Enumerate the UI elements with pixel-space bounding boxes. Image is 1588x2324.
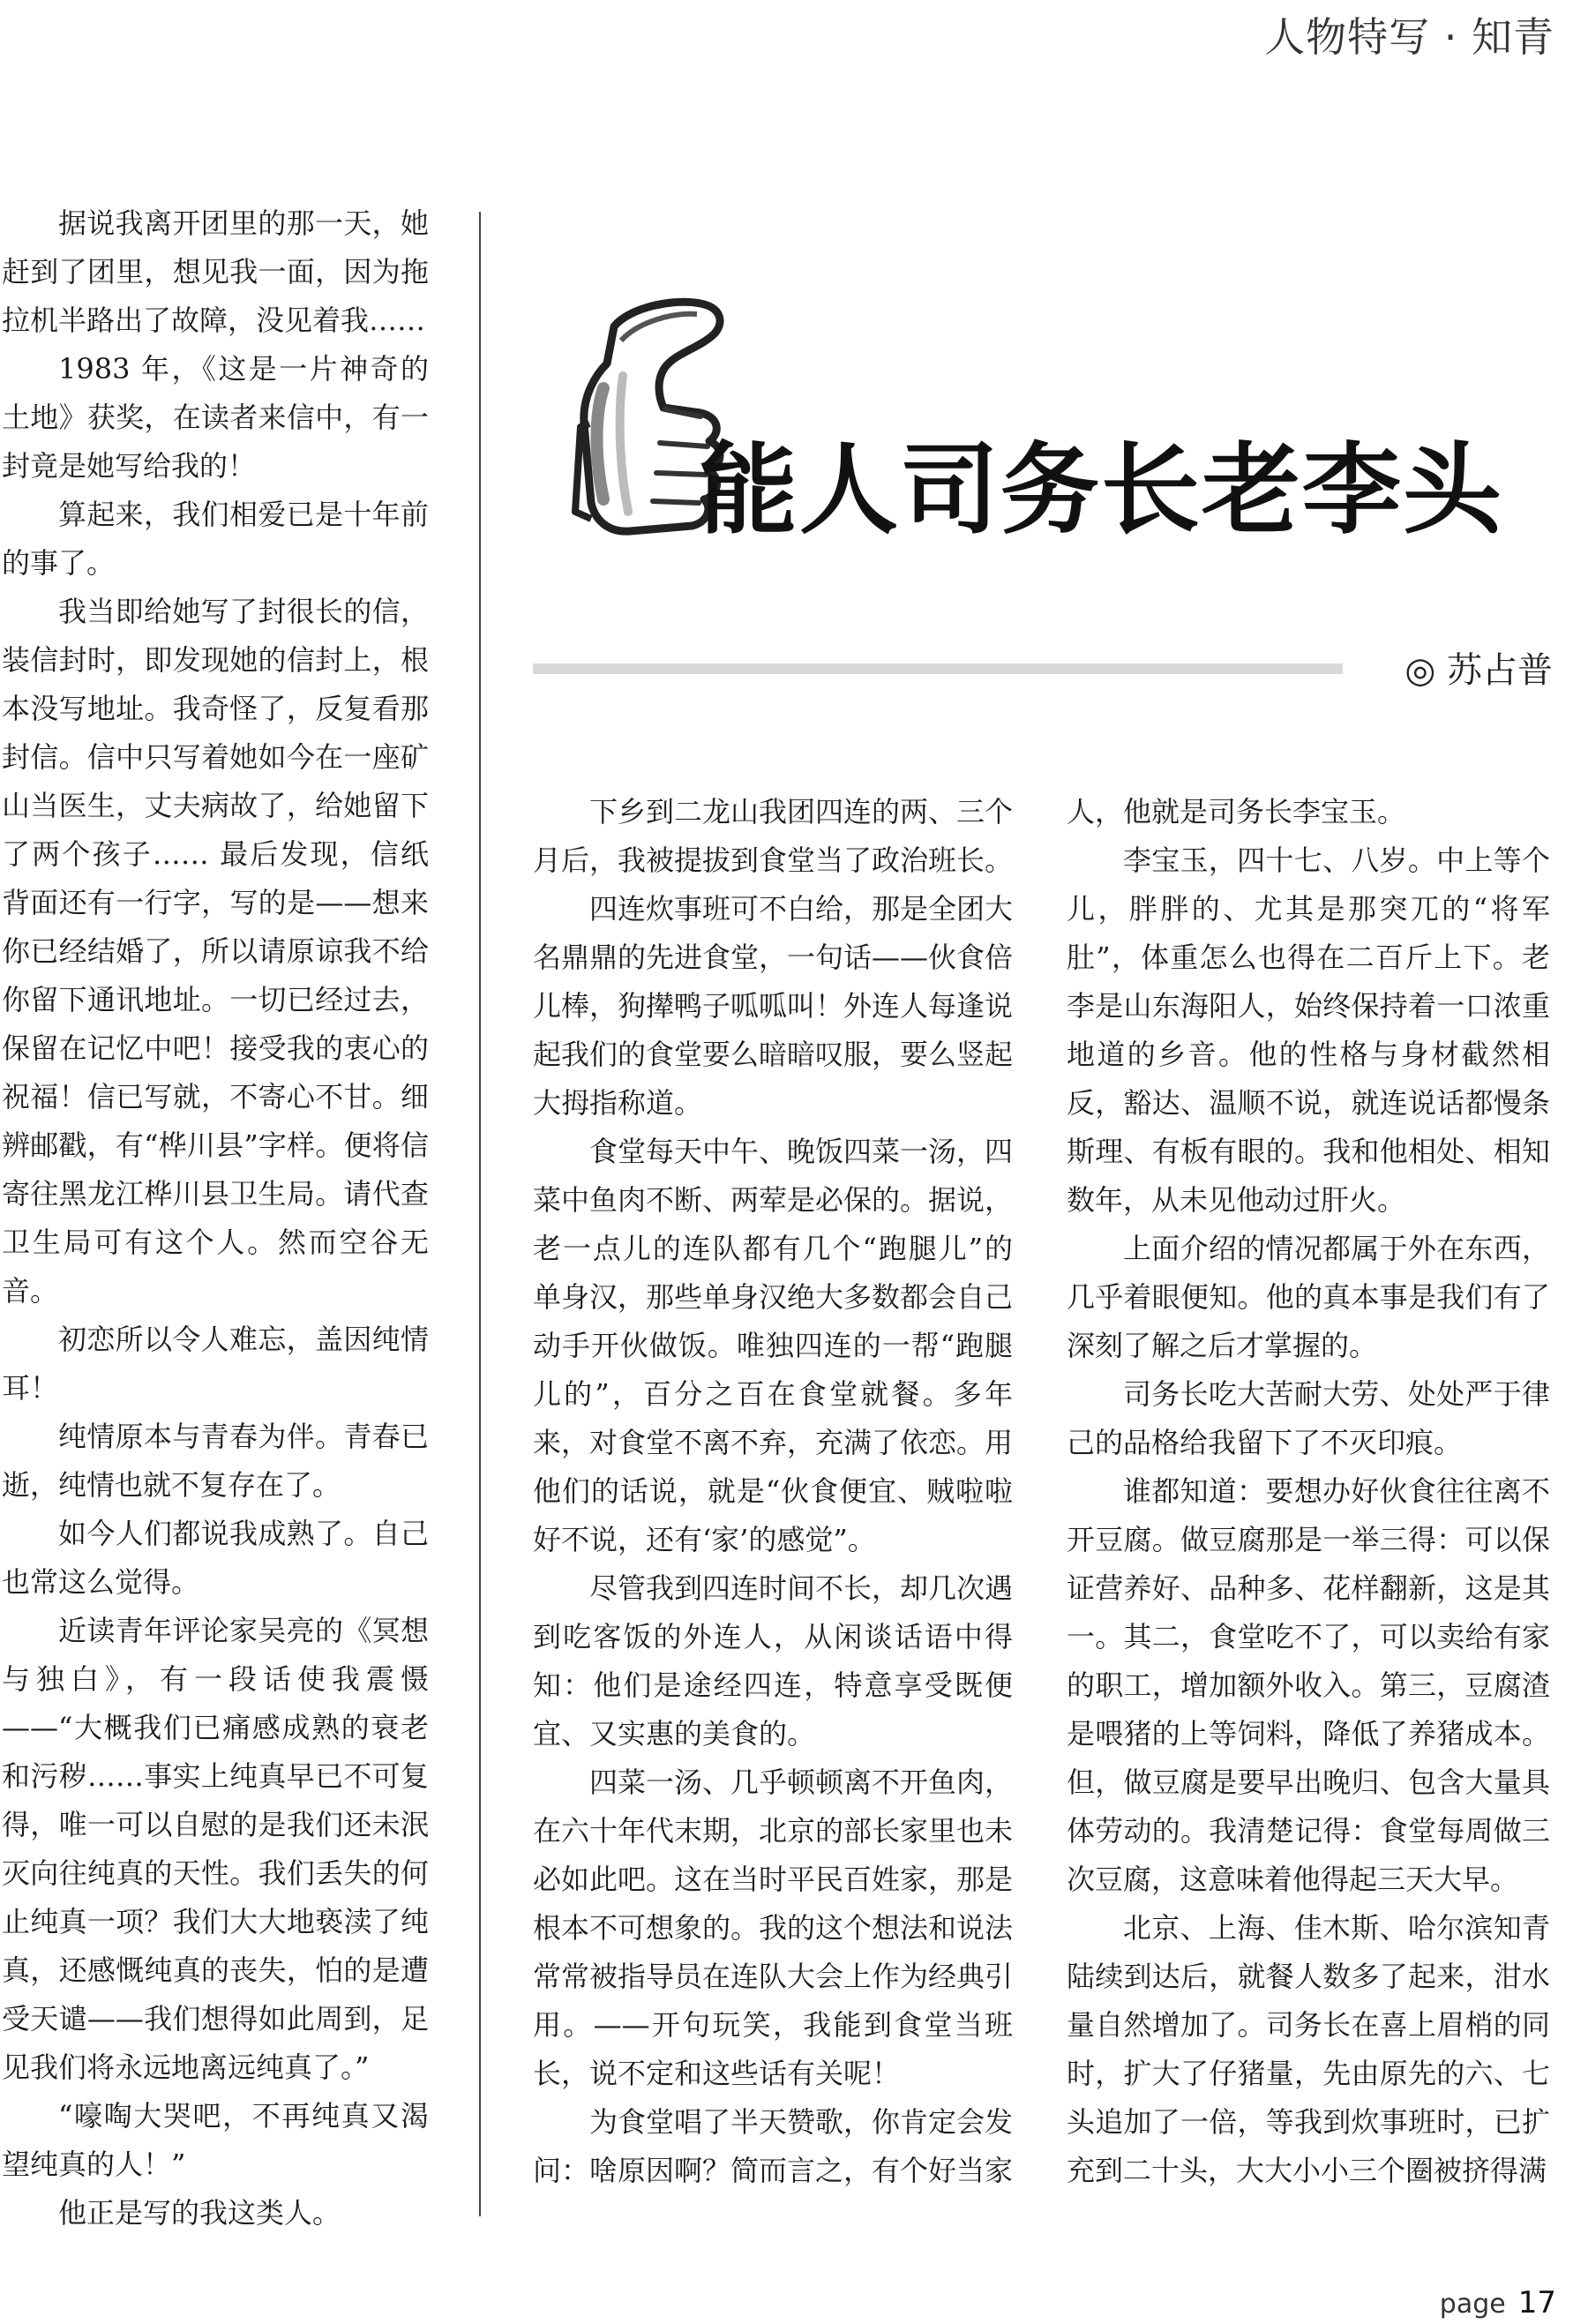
paragraph: 尽管我到四连时间不长，却几次遇到吃客饭的外连人，从闲谈话语中得知：他们是途经四连，特意享受既便宜、又实惠的美食的。	[533, 1571, 1014, 1750]
paragraph: 四连炊事班可不白给，那是全团大名鼎鼎的先进食堂，一句话——伙食倍儿棒，狗撵鸭子呱呱叫！外连人每逢说起我们的食堂要么暗暗叹服，要么竖起大拇指称道。	[533, 892, 1014, 1120]
title-block	[568, 291, 1556, 556]
paragraph: 谁都知道：要想办好伙食往往离不开豆腐。做豆腐那是一举三得：可以保证营养好、品种多、花样翻新，这是其一。其二，食堂吃不了，可以卖给有家的职工，增加额外收入。第三，豆腐渣是喂猪的上等饲料，降低了养猪成本。但，做豆腐是要早出晚归、包含大量具体劳动的。我清楚记得：食堂每周做三次豆腐，这意味着他得起三天大早。	[1067, 1474, 1550, 1896]
paragraph: 算起来，我们相爱已是十年前的事了。	[2, 498, 429, 580]
page-number: 17	[1517, 2285, 1556, 2320]
page-footer	[1440, 2285, 1556, 2320]
middle-column	[533, 788, 1013, 2195]
right-column	[1067, 788, 1550, 2195]
article-title: 能人司务长老李头	[699, 433, 1503, 548]
paragraph: 李宝玉，四十七、八岁。中上等个儿，胖胖的、尤其是那突兀的“将军肚”，体重怎么也得在二百斤上下。老李是山东海阳人，始终保持着一口浓重地道的乡音。他的性格与身材截然相反，豁达、温顺不说，就连说话都慢条斯理、有板有眼的。我和他相处、相知数年，从未见他动过肝火。	[1067, 843, 1550, 1217]
paragraph: 北京、上海、佳木斯、哈尔滨知青陆续到达后，就餐人数多了起来，泔水量自然增加了。司务长在喜上眉梢的同时，扩大了仔猪量，先由原先的六、七头追加了一倍，等我到炊事班时，已扩充到二十头，大大小小三个圈被挤得满	[1067, 1911, 1550, 2187]
paragraph: 如今人们都说我成熟了。自己也常这么觉得。	[2, 1517, 429, 1599]
byline: ◎ 苏占普	[1404, 650, 1553, 691]
paragraph: 人，他就是司务长李宝玉。	[1067, 795, 1406, 828]
paragraph: 上面介绍的情况都属于外在东西，几乎着眼便知。他的真本事是我们有了深刻了解之后才掌握的。	[1067, 1232, 1550, 1362]
paragraph: 为食堂唱了半天赞歌，你肯定会发问：啥原因啊？简而言之，有个好当家	[533, 2105, 1014, 2187]
left-column	[2, 199, 429, 2238]
paragraph: 司务长吃大苦耐大劳、处处严于律己的品格给我留下了不灭印痕。	[1067, 1377, 1550, 1459]
paragraph: 四菜一汤、几乎顿顿离不开鱼肉，在六十年代末期，北京的部长家里也未必如此吧。这在当时平民百姓家，那是根本不可想象的。我的这个想法和说法常常被指导员在连队大会上作为经典引用。——开句玩笑，我能到食堂当班长，说不定和这些话有关呢！	[533, 1765, 1014, 2090]
paragraph: 初恋所以令人难忘，盖因纯情耳！	[2, 1323, 429, 1405]
paragraph: “嚎啕大哭吧，不再纯真又渴望纯真的人！”	[2, 2099, 429, 2181]
paragraph: 近读青年评论家吴亮的《冥想与独白》，有一段话使我震慑——“大概我们已痛感成熟的衰老和污秽……事实上纯真早已不可复得，唯一可以自慰的是我们还未泯灭向往纯真的天性。我们丢失的何止纯真一项？我们大大地亵渎了纯真，还感慨纯真的丧失，怕的是遭受天谴——我们想得如此周到，足见我们将永远地离远纯真了。”	[2, 1614, 429, 2084]
paragraph: 我当即给她写了封很长的信，装信封时，即发现她的信封上，根本没写地址。我奇怪了，反复看那封信。信中只写着她如今在一座矿山当医生，丈夫病故了，给她留下了两个孩子…… 最后发现，信纸背面还有一行字，写的是——想来你已经结婚了，所以请原谅我不给你留下通讯地址。一切已经过去，保留在记忆中吧！接受我的衷心的祝福！信已写就，不寄心不甘。细辨邮戳，有“桦川县”字样。便将信寄往黑龙江桦川县卫生局。请代查卫生局可有这个人。然而空谷无音。	[2, 595, 429, 1308]
paragraph: 1983 年，《这是一片神奇的土地》获奖，在读者来信中，有一封竟是她写给我的！	[2, 352, 429, 483]
paragraph: 纯情原本与青春为伴。青春已逝，纯情也就不复存在了。	[2, 1420, 429, 1502]
paragraph: 他正是写的我这类人。	[58, 2196, 341, 2230]
paragraph: 食堂每天中午、晚饭四菜一汤，四菜中鱼肉不断、两荤是必保的。据说，老一点儿的连队都有几个“跑腿儿”的单身汉，那些单身汉绝大多数都会自己动手开伙做饭。唯独四连的一帮“跑腿儿的”，百分之百在食堂就餐。多年来，对食堂不离不弃，充满了依恋。用他们的话说，就是“伙食便宜、贼啦啦好不说，还有‘家’的感觉”。	[533, 1135, 1014, 1556]
paragraph: 据说我离开团里的那一天，她赶到了团里，想见我一面，因为拖拉机半路出了故障，没见着我……	[2, 206, 429, 337]
page-label: page	[1439, 2289, 1506, 2320]
column-divider	[479, 212, 481, 2216]
paragraph: 下乡到二龙山我团四连的两、三个月后，我被提拔到食堂当了政治班长。	[533, 795, 1014, 877]
section-header: 人物特写 · 知青	[1264, 13, 1554, 61]
title-underline	[533, 663, 1343, 674]
